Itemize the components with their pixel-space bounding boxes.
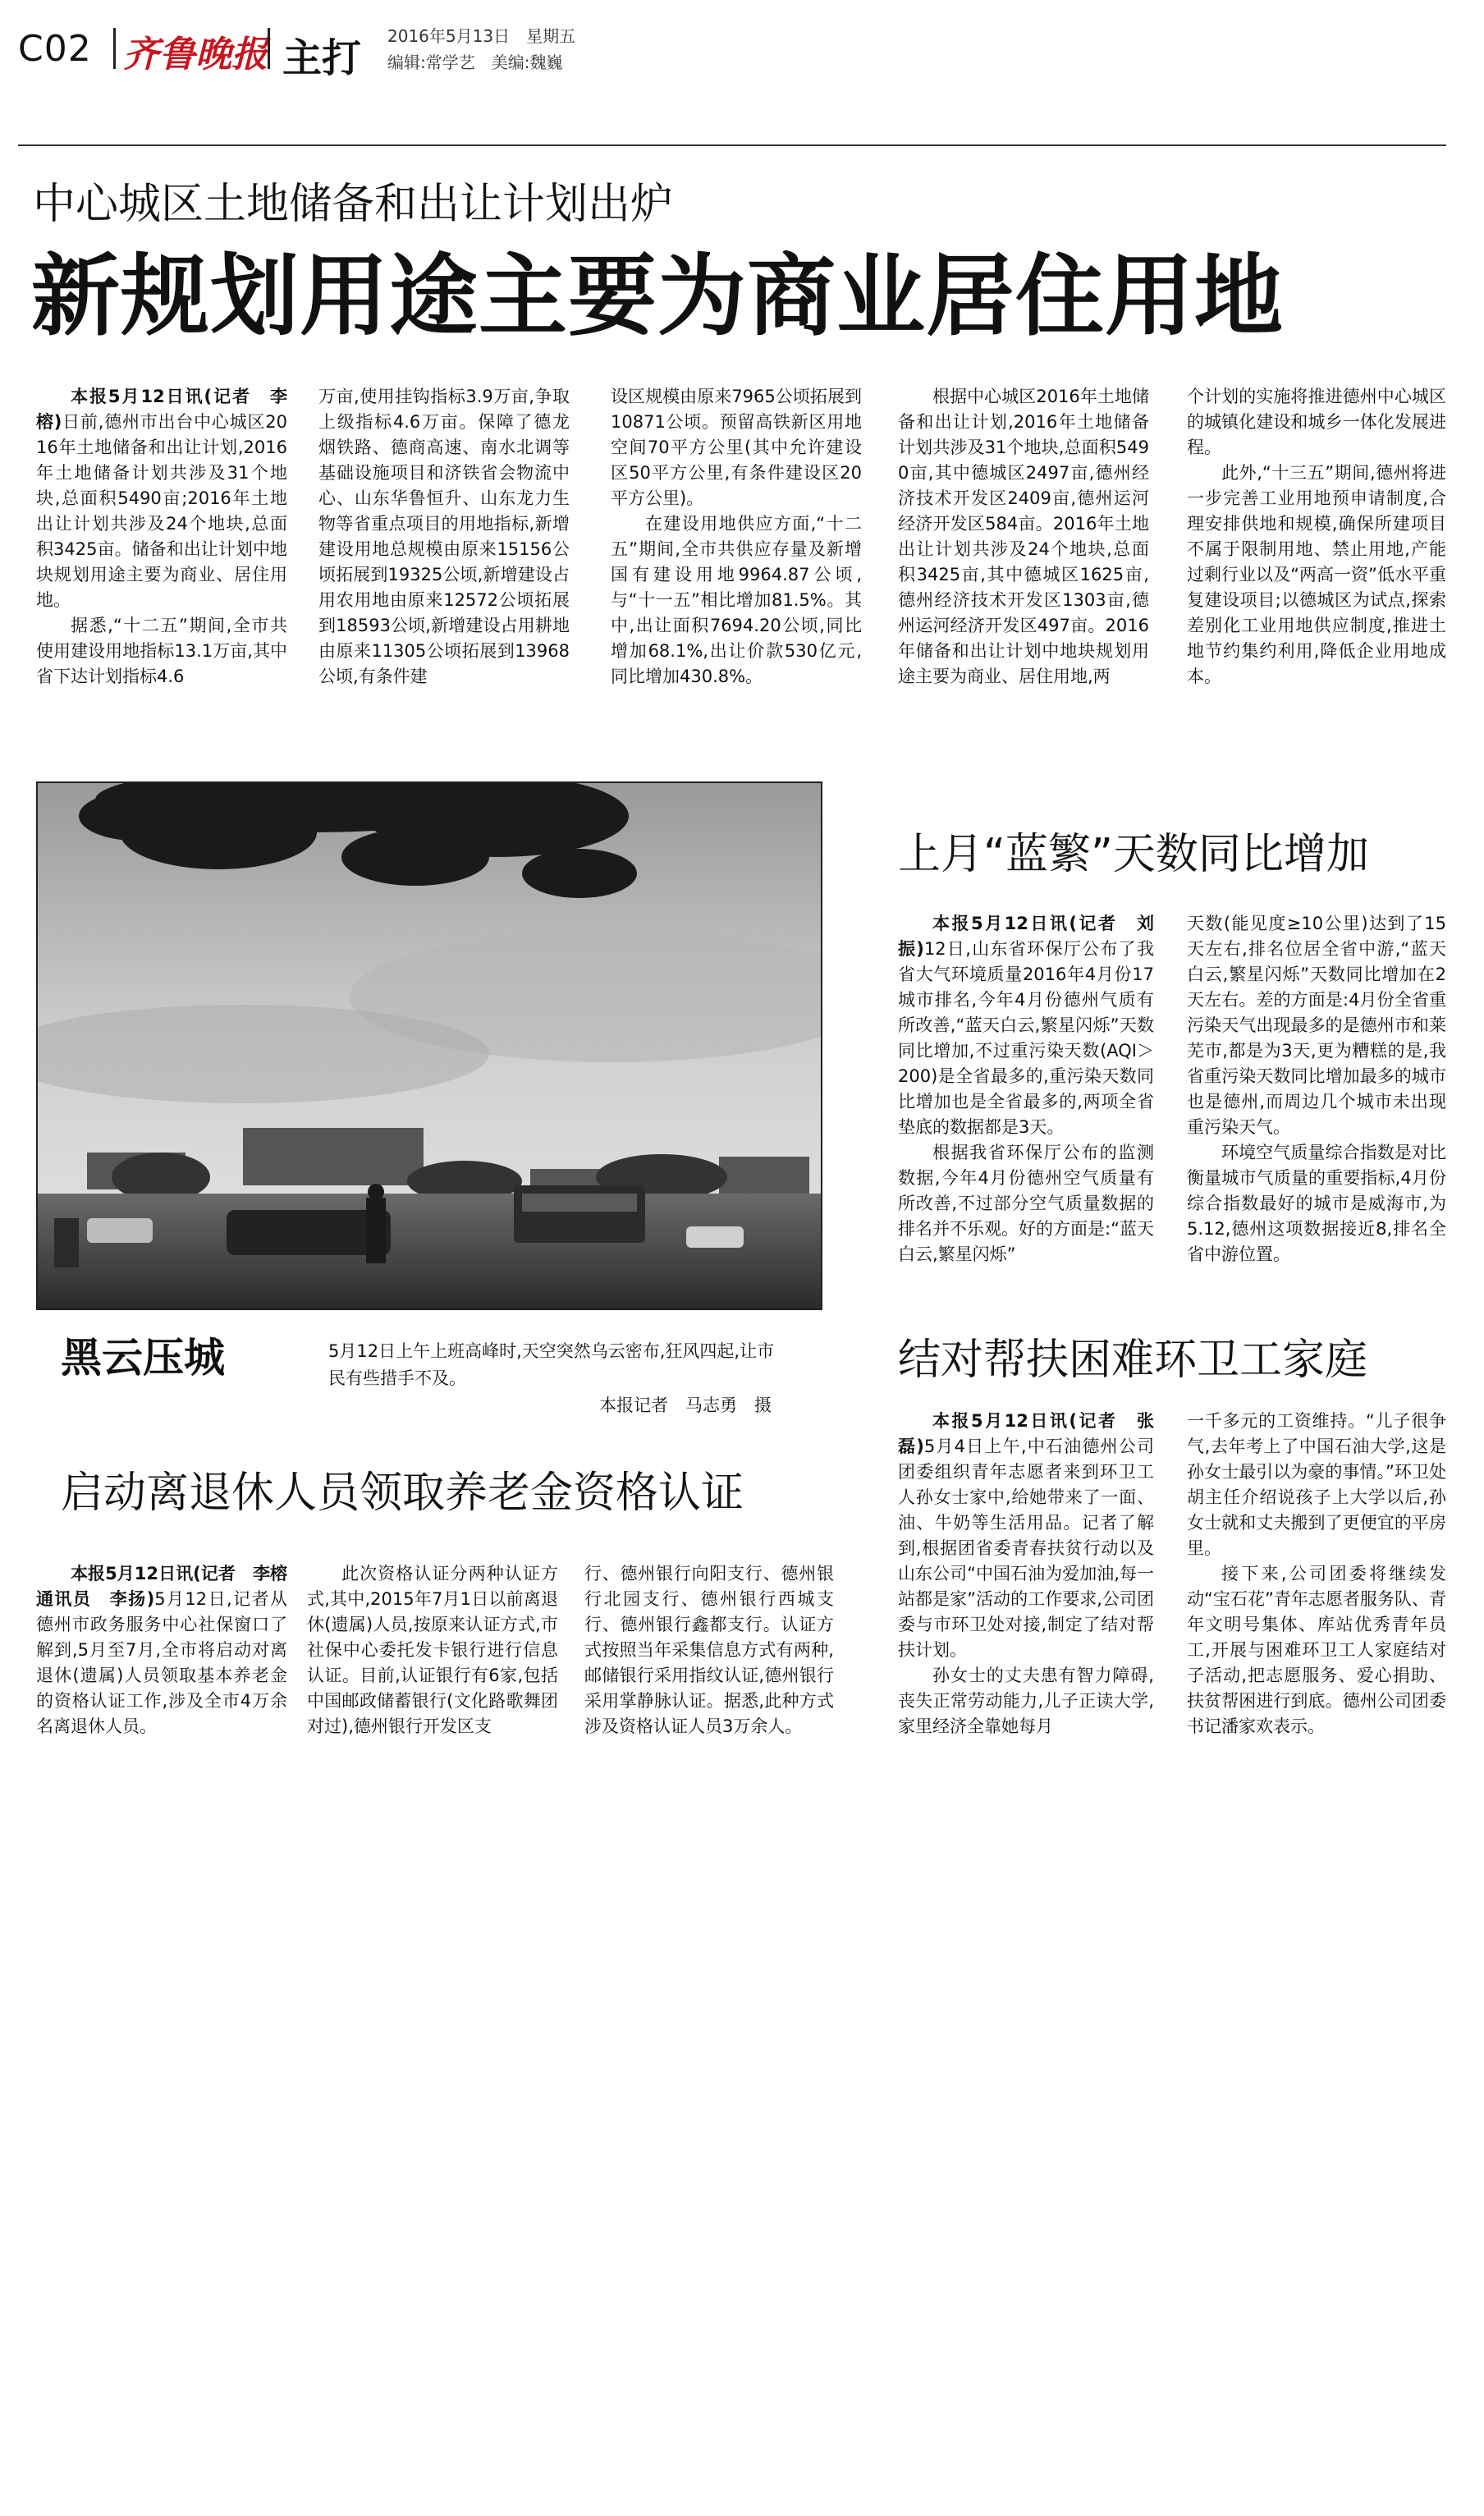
paragraph: 个计划的实施将推进德州中心城区的城镇化建设和城乡一体化发展进程。: [1187, 387, 1446, 457]
help-headline: 结对帮扶困难环卫工家庭: [898, 1336, 1368, 1385]
header-divider: [113, 28, 116, 69]
byline: 本报5月12日讯(记者 张磊): [898, 1411, 1154, 1456]
help-column-2: [1187, 1409, 1446, 1739]
paragraph: 5月12日,记者从德州市政务服务中心社保窗口了解到,5月至7月,全市将启动对离退休(遗属)人员领取基本养老金的资格认证工作,涉及全市4万余名离退休人员。: [36, 1589, 287, 1736]
paragraph: 12日,山东省环保厅公布了我省大气环境质量2016年4月份17城市排名,今年4月份德州气质有所改善,“蓝天白云,繁星闪烁”天数同比增加,不过重污染天数(AQI＞200)是全省最多的,重污染天数同比增加也是全省最多的,两项全省垫底的数据都是3天。: [898, 939, 1154, 1137]
header-rule: [18, 144, 1446, 146]
pension-column-1: [36, 1561, 305, 1739]
byline: 本报5月12日讯(记者 李榕 通讯员 李扬): [36, 1564, 305, 1609]
paragraph: 根据中心城区2016年土地储备和出让计划,2016年土地储备计划共涉及31个地块,总面积5490亩,其中德城区2497亩,德州经济技术开发区2409亩,德州运河经济开发区584亩。2016年土地出让计划共涉及24个地块,总面积3425亩,其中德城区1625亩,德州经济技术开发区1303亩,德州运河经济开发区497亩。2016年储备和出让计划中地块规划用途主要为商业、居住用地,两: [898, 387, 1149, 686]
air-column-1: [898, 911, 1154, 1267]
section-title: 主打: [282, 35, 362, 81]
photo-credit: 本报记者 马志勇 摄: [599, 1395, 772, 1415]
caption-text: 5月12日上午上班高峰时,天空突然乌云密布,狂风四起,让市民有些措手不及。: [328, 1341, 775, 1388]
pension-headline: 启动离退休人员领取养老金资格认证: [61, 1469, 744, 1518]
photo-caption: [328, 1338, 788, 1419]
lead-kicker: 中心城区土地储备和出让计划出炉: [33, 180, 674, 229]
editors-credit: 编辑:常学艺 美编:魏巍: [387, 53, 563, 72]
paragraph: 根据我省环保厅公布的监测数据,今年4月份德州空气质量有所改善,不过部分空气质量数据的排名并不乐观。好的方面是:“蓝天白云,繁星闪烁”: [898, 1143, 1154, 1264]
paragraph: 环境空气质量综合指数是对比衡量城市气质量的重要指标,4月份综合指数最好的城市是威海市,为5.12,德州这项数据接近8,排名全省中游位置。: [1187, 1143, 1446, 1264]
lead-column-1: [36, 384, 287, 690]
paragraph: 此外,“十三五”期间,德州将进一步完善工业用地预申请制度,合理安排供地和规模,确保所建项目不属于限制用地、禁止用地,产能过剩行业以及“两高一资”低水平重复建设项目;以德城区为试点,探索差别化工业用地供应制度,推进土地节约集约利用,降低企业用地成本。: [1187, 463, 1446, 686]
lead-column-5: [1187, 384, 1446, 690]
paragraph: 5月4日上午,中石油德州公司团委组织青年志愿者来到环卫工人孙女士家中,给她带来了一面、油、牛奶等生活用品。记者了解到,根据团省委青春扶贫行动以及山东公司“中国石油为爱加油,每一站都是家”活动的工作要求,公司团委与市环卫处对接,制定了结对帮扶计划。: [898, 1437, 1154, 1660]
byline: 本报5月12日讯(记者 刘振): [898, 914, 1154, 959]
newspaper-logo: 齐鲁晚报: [123, 34, 268, 76]
paragraph: 据悉,“十二五”期间,全市共使用建设用地指标13.1万亩,其中省下达计划指标4.6: [36, 616, 287, 686]
lead-column-2: [318, 384, 570, 690]
paragraph: 接下来,公司团委将继续发动“宝石花”青年志愿者服务队、青年文明号集体、库站优秀青年员工,开展与困难环卫工人家庭结对子活动,把志愿服务、爱心捐助、扶贫帮困进行到底。德州公司团委书记潘家欢表示。: [1187, 1564, 1446, 1736]
byline: 本报5月12日讯(记者 李榕): [36, 387, 287, 432]
paragraph: 孙女士的丈夫患有智力障碍,丧失正常劳动能力,儿子正读大学,家里经济全靠她每月: [898, 1666, 1154, 1736]
header-divider: [268, 28, 270, 69]
photo-title: 黑云压城: [61, 1334, 225, 1382]
pension-column-2: [307, 1561, 558, 1739]
issue-date: 2016年5月13日 星期五: [387, 26, 576, 46]
paragraph: 设区规模由原来7965公顷拓展到10871公顷。预留高铁新区用地空间70平方公里(其中允许建设区50平方公里,有条件建设区20平方公里)。: [611, 387, 862, 508]
paragraph: 日前,德州市出台中心城区2016年土地储备和出让计划,2016年土地储备计划共涉及31个地块,总面积5490亩;2016年土地出让计划共涉及24个地块,总面积3425亩。储备和出让计划中地块规划用途主要为商业、居住用地。: [36, 412, 287, 610]
paragraph: 此次资格认证分两种认证方式,其中,2015年7月1日以前离退休(遗属)人员,按原来认证方式,市社保中心委托发卡银行进行信息认证。目前,认证银行有6家,包括中国邮政储蓄银行(文化路歌舞团对过),德州银行开发区支: [307, 1564, 558, 1736]
paragraph: 一千多元的工资维持。“儿子很争气,去年考上了中国石油大学,这是孙女士最引以为豪的事情。”环卫处胡主任介绍说孩子上大学以后,孙女士就和丈夫搬到了更便宜的平房里。: [1187, 1411, 1446, 1558]
lead-column-3: [611, 384, 862, 690]
page-number: C02: [18, 28, 92, 70]
paragraph: 万亩,使用挂钩指标3.9万亩,争取上级指标4.6万亩。保障了德龙烟铁路、德商高速、南水北调等基础设施项目和济铁省会物流中心、山东华鲁恒升、山东龙力生物等省重点项目的用地指标,新增建设用地总规模由原来15156公顷拓展到19325公顷,新增建设占用农用地由原来12572公顷拓展到18593公顷,新增建设占用耕地由原来11305公顷拓展到13968公顷,有条件建: [318, 387, 570, 686]
paragraph: 天数(能见度≥10公里)达到了15天左右,排名位居全省中游,“蓝天白云,繁星闪烁”天数同比增加在2天左右。差的方面是:4月份全省重污染天气出现最多的是德州市和莱芜市,都是为3天,更为糟糕的是,我省重污染天数同比增加最多的城市也是德州,而周边几个城市未出现重污染天气。: [1187, 914, 1446, 1137]
news-photo: [36, 781, 822, 1310]
lead-headline: 新规划用途主要为商业居住用地: [31, 245, 1285, 348]
lead-column-4: [898, 384, 1149, 690]
cloudy-street-photo: [38, 783, 821, 1308]
paragraph: 行、德州银行向阳支行、德州银行北园支行、德州银行西城支行、德州银行鑫都支行。认证方式按照当年采集信息方式有两种,邮储银行采用指纹认证,德州银行采用掌静脉认证。据悉,此种方式涉及资格认证人员3万余人。: [584, 1564, 834, 1736]
pension-column-3: [584, 1561, 834, 1739]
air-quality-headline: 上月“蓝繁”天数同比增加: [898, 830, 1369, 879]
help-column-1: [898, 1409, 1154, 1739]
paragraph: 在建设用地供应方面,“十二五”期间,全市共供应存量及新增国有建设用地9964.87公顷,与“十一五”相比增加81.5%。其中,出让面积7694.20公顷,同比增加68.1%,出让价款530亿元,同比增加430.8%。: [611, 514, 862, 686]
air-column-2: [1187, 911, 1446, 1267]
